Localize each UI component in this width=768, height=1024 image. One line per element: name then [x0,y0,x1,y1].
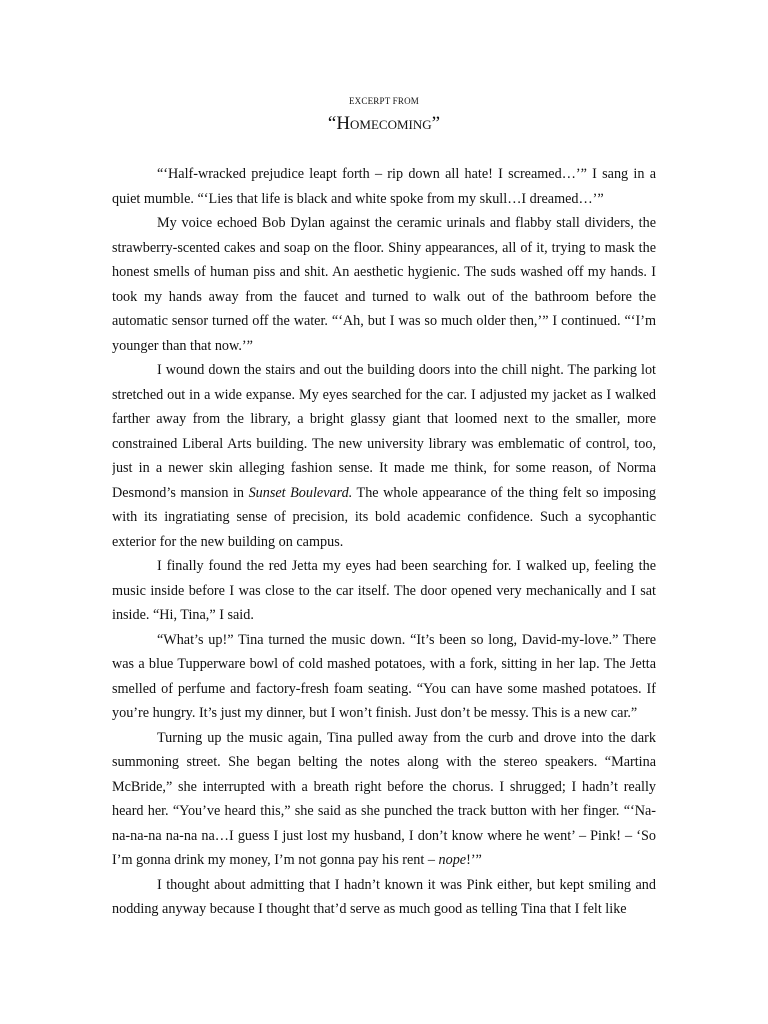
paragraph-text: “What’s up!” Tina turned the music down. “It’s been so long, David-my-love.” There was a blue Tupperware bowl of cold mashed potatoes, with a fork, sitting in her lap. The Jetta smelled of perfume and factory-fresh foam seating. “You can have some mashed potatoes. If you’re hungry. It’s just my dinner, but I won’t finish. Just don’t be messy. This is a new car.” [112,631,656,721]
paragraph-7 [112,873,656,922]
paragraph-text: My voice echoed Bob Dylan against the ceramic urinals and flabby stall dividers, the strawberry-scented cakes and soap on the floor. Shiny appearances, all of it, trying to mask the honest smells of human piss and shit. An aesthetic hygienic. The suds washed off my hands. I took my hands away from the faucet and turned to walk out of the bathroom before the automatic sensor turned off the water. “‘Ah, but I was so much older then,’” I continued. “‘I’m younger than that now.’” [112,215,656,354]
paragraph-6 [112,726,656,873]
paragraph-text: I thought about admitting that I hadn’t known it was Pink either, but kept smiling and nodding anyway because I thought that’d serve as much good as telling Tina that I felt like [112,876,656,917]
emphasized-word: nope [438,852,467,868]
paragraph-4 [112,554,656,628]
story-body [112,162,656,932]
paragraph-5 [112,628,656,726]
story-title: “Homecoming” [327,113,441,134]
paragraph-text: !’” [466,852,482,868]
paragraph-text: Turning up the music again, Tina pulled away from the curb and drove into the dark summoning street. She began belting the notes along with the stereo speakers. “Martina McBride,” she interrupted with a breath right before the chorus. I shrugged; I hadn’t really heard her. “You’ve heard this,” she said as she punched the track button with her finger. “‘Na-na-na-na na-na na…I guess I just lost my husband, I don’t know where he went’ – Pink! – ‘So I’m gonna drink my money, I’m not gonna pay his rent – [112,729,656,868]
paragraph-3 [112,358,656,554]
paragraph-text: I wound down the stairs and out the building doors into the chill night. The parking lot stretched out in a wide expanse. My eyes searched for the car. I adjusted my jacket as I walked farther away from the library, a bright glassy giant that loomed next to the smaller, more constrained Liberal Arts building. The new university library was emblematic of control, too, just in a newer skin alleging fashion sense. It made me think, for some reason, of Norma Desmond’s mansion in [112,362,656,501]
paragraph-text: I finally found the red Jetta my eyes had been searching for. I walked up, feeling the music inside before I was close to the car itself. The door opened very mechanically and I sat inside. “Hi, Tina,” I said. [112,558,656,623]
paragraph-text: The whole appearance of the thing felt so imposing with its ingratiating sense of precision, its bold academic confidence. Such a sycophantic exterior for the new building on campus. [112,484,656,550]
paragraph-1 [112,162,656,211]
excerpt-kicker: EXCERPT FROM [348,96,419,106]
paragraph-2 [112,211,656,358]
film-title: Sunset Boulevard. [248,484,353,501]
paragraph-text: “‘Half-wracked prejudice leapt forth – rip down all hate! I screamed…’” I sang in a quiet mumble. “‘Lies that life is black and white spoke from my skull…I dreamed…’” [112,166,656,207]
